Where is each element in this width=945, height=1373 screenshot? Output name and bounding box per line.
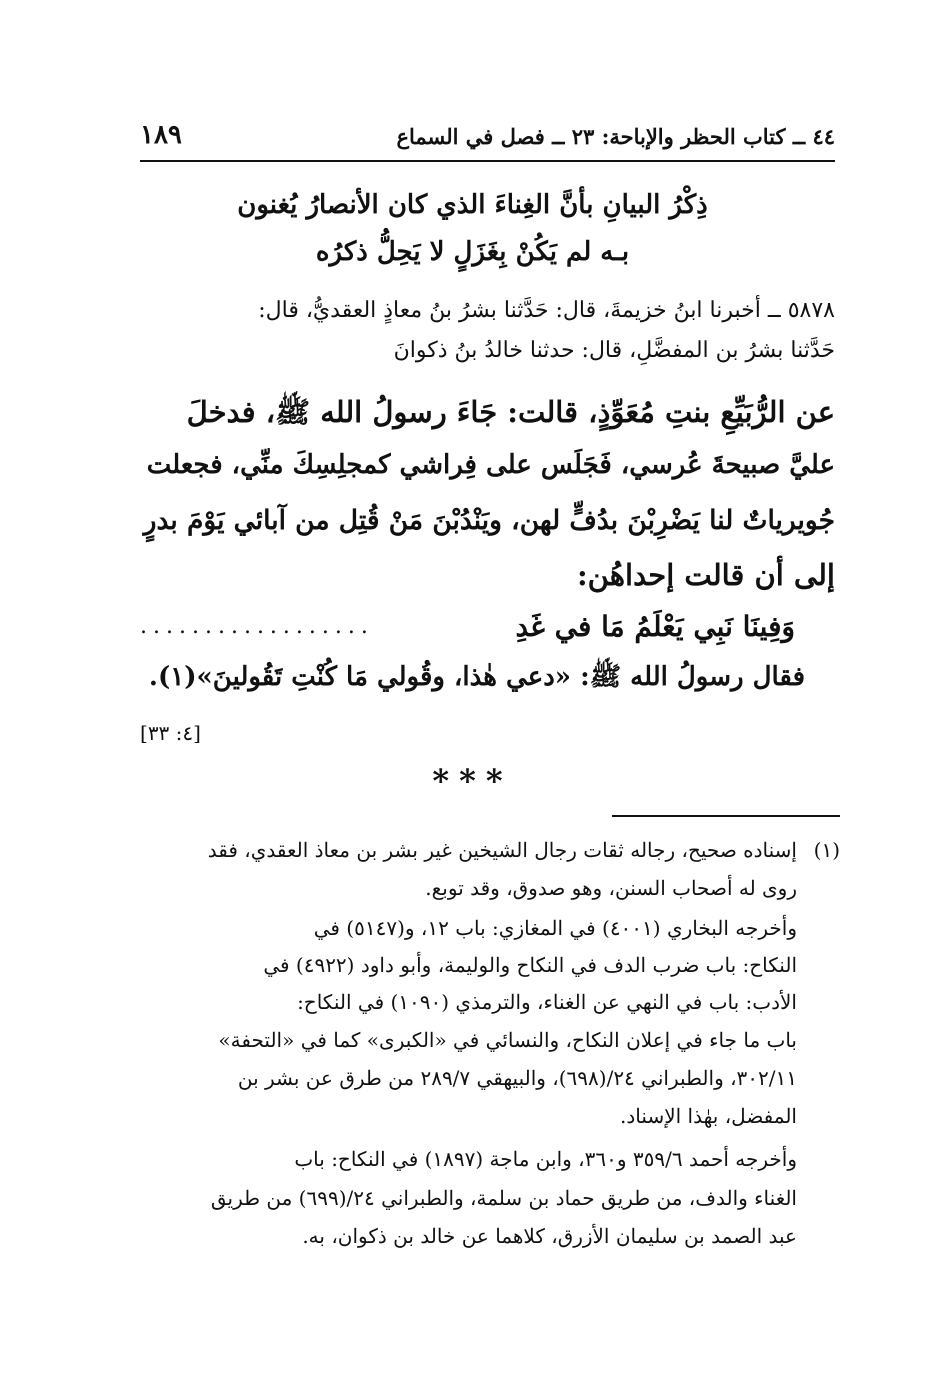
verse-ellipsis: .................. (140, 614, 374, 639)
matn-line-2: عليَّ صبيحةَ عُرسي، فَجَلَس على فِراشي كمجلِسِكَ منِّي، فجعلت (146, 450, 835, 480)
footnote-p3-line-3: عبد الصمد بن سليمان الأزرق، كلاهما عن خالد بن ذكوان، به. (302, 1224, 797, 1248)
matn-line-1: عن الرُّبَيِّعِ بنتِ مُعَوِّذٍ، قالت: جَاءَ رسولُ الله ﷺ، فدخلَ (186, 395, 835, 429)
footnote-p2-line-6: المفضل، بهٰذا الإسناد. (620, 1104, 797, 1128)
footnote-marker: (١) (813, 838, 840, 862)
footnote-p3-line-2: الغناء والدف، من طريق حماد بن سلمة، والطبراني ٢٤/(٦٩٩) من طريق (210, 1186, 797, 1210)
footnote-p1-line-2: روى له أصحاب السنن، وهو صدوق، وقد توبع. (425, 876, 797, 900)
verse-hemistich: وَفِينَا نَبِي يَعْلَمُ مَا في غَدِ (515, 610, 795, 643)
isnad-line-2: حَدَّثنا بشرُ بن المفضَّلِ، قال: حدثنا خالدُ بنُ ذكوانَ (393, 338, 835, 363)
chapter-heading-line-2: بـه لم يَكُنْ بِغَزَلٍ لا يَحِلُّ ذكرُه (315, 237, 630, 267)
matn-line-5: فقال رسولُ الله ﷺ: «دعي هٰذا، وقُولي مَا كُنْتِ تَقُولينَ»(١). (148, 662, 805, 692)
footnote-p2-line-4: باب ما جاء في إعلان النكاح، والنسائي في «الكبرى» كما في «التحفة» (218, 1028, 797, 1052)
footnote-p3-line-1: وأخرجه أحمد ٣٥٩/٦ و٣٦٠، وابن ماجة (١٨٩٧) في النكاح: باب (294, 1147, 797, 1171)
page-number: ١٨٩ (140, 120, 182, 150)
chapter-heading-line-1: ذِكْرُ البيانِ بأنَّ الغِناءَ الذي كان الأنصارُ يُغنون (237, 190, 708, 220)
poetry-verse (140, 610, 795, 650)
footnote-p2-line-1: وأخرجه البخاري (٤٠٠١) في المغازي: باب ١٢، و(٥١٤٧) في (313, 916, 797, 940)
matn-line-4: إلى أن قالت إحداهُن: (576, 558, 835, 592)
section-separator: *** (432, 762, 513, 800)
footnote-p1-line-1: إسناده صحيح، رجاله ثقات رجال الشيخين غير بشر بن معاذ العقدي، فقد (207, 838, 797, 862)
hadith-reference: [٤: ٣٣] (140, 721, 201, 745)
isnad-line-1: ٥٨٧٨ ــ أخبرنا ابنُ خزيمةَ، قال: حَدَّثنا بشرُ بنُ معاذٍ العقديُّ، قال: (258, 298, 835, 323)
header-rule (140, 160, 835, 162)
footnote-p2-line-5: ٣٠٢/١١، والطبراني ٢٤/(٦٩٨)، والبيهقي ٢٨٩/٧ من طرق عن بشر بن (237, 1066, 797, 1090)
footnote-rule (612, 815, 840, 817)
running-head-title: ٤٤ ــ كتاب الحظر والإباحة: ٢٣ ــ فصل في السماع (396, 124, 835, 149)
running-head (140, 118, 835, 158)
footnote-p2-line-3: الأدب: باب في النهي عن الغناء، والترمذي (١٠٩٠) في النكاح: (297, 990, 797, 1014)
footnote-p2-line-2: النكاح: باب ضرب الدف في النكاح والوليمة، وأبو داود (٤٩٢٢) في (263, 953, 797, 977)
matn-line-3: جُويرياتٌ لنا يَضْرِبْنَ بدُفٍّ لهن، ويَنْدُبْنَ مَنْ قُتِل من آبائي يَوْمَ بدرٍ (143, 505, 835, 536)
